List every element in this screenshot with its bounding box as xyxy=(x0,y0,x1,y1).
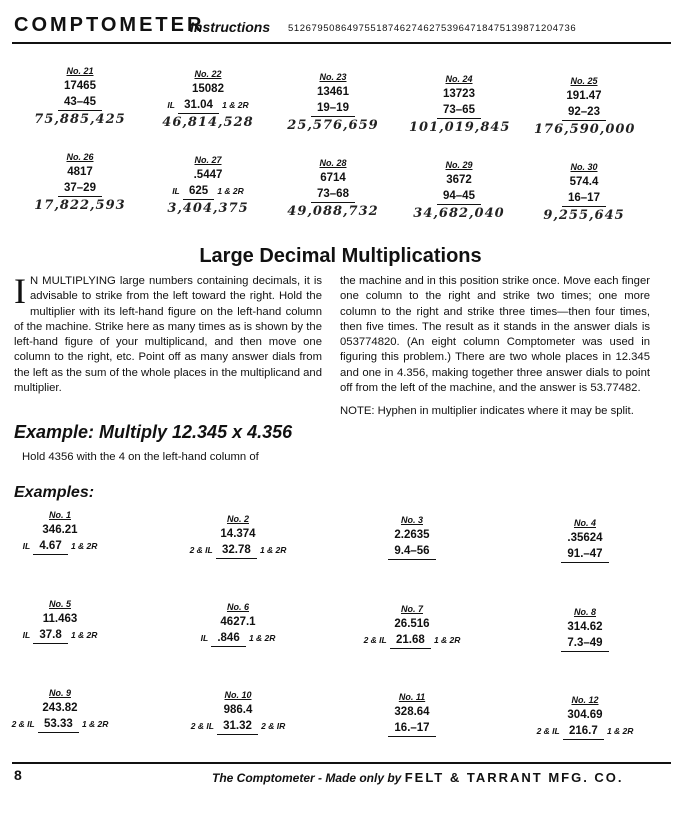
multiplier: 16.–17 xyxy=(388,720,435,737)
examples-problem xyxy=(188,602,288,647)
practice-problem xyxy=(158,155,258,216)
split-left: 2 & IL xyxy=(11,719,35,729)
split-right: 1 & 2R xyxy=(433,635,461,645)
problem-number: No. 24 xyxy=(445,74,473,84)
multiplicand: 191.47 xyxy=(566,90,602,102)
handwritten-answer: 34,682,040 xyxy=(413,206,505,221)
multiplier: .846 xyxy=(211,630,245,647)
practice-problem xyxy=(283,158,383,219)
multiplier: 7.3–49 xyxy=(561,635,608,652)
split-right: 1 & 2R xyxy=(217,186,244,196)
multiplicand: .5447 xyxy=(193,169,223,181)
multiplicand: 14.374 xyxy=(220,528,256,540)
multiplier: 37.8 xyxy=(33,627,67,644)
problem-number: No. 23 xyxy=(319,72,347,82)
practice-problem xyxy=(534,162,634,223)
multiplicand: 304.69 xyxy=(567,709,603,721)
examples-problem xyxy=(535,518,635,563)
body-right-column xyxy=(340,274,650,420)
split-right: 1 & 2R xyxy=(81,719,109,729)
multiplier: 73–65 xyxy=(437,102,481,119)
split-left: 2 & IL xyxy=(189,545,213,555)
multiplier: 216.7 xyxy=(563,723,604,740)
split-right: 1 & 2R xyxy=(259,545,287,555)
practice-problem xyxy=(30,152,130,213)
split-right: 1 & 2R xyxy=(70,630,98,640)
multiplicand: 986.4 xyxy=(223,704,253,716)
problem-number: No. 27 xyxy=(194,155,222,165)
handwritten-answer: 49,088,732 xyxy=(287,204,379,219)
split-left: IL xyxy=(172,186,180,196)
split-left: IL xyxy=(167,100,175,110)
problem-number: No. 9 xyxy=(48,688,71,698)
multiplier: 31.04 xyxy=(178,97,219,114)
multiplier: 4.67 xyxy=(33,538,67,555)
practice-problem xyxy=(283,72,383,133)
examples-problem xyxy=(188,690,288,735)
multiplier: 73–68 xyxy=(311,186,355,203)
problem-number: No. 1 xyxy=(48,510,71,520)
examples-problem xyxy=(362,692,462,737)
section-label: Instructions xyxy=(190,19,271,35)
multiplicand: 13461 xyxy=(317,86,349,98)
multiplicand: 314.62 xyxy=(567,621,603,633)
multiplier: 32.78 xyxy=(216,542,257,559)
split-left: 2 & IL xyxy=(190,721,214,731)
multiplier: 19–19 xyxy=(311,100,355,117)
split-right: 2 & IR xyxy=(261,721,286,731)
multiplicand: 13723 xyxy=(443,88,475,100)
multiplier: 625 xyxy=(183,183,214,200)
multiplicand: 4817 xyxy=(67,166,93,178)
multiplier: 92–23 xyxy=(562,104,606,121)
practice-problem xyxy=(30,66,130,127)
multiplicand: 26.516 xyxy=(394,618,430,630)
handwritten-answer: 176,590,000 xyxy=(534,122,636,137)
multiplier: 37–29 xyxy=(58,180,102,197)
split-left: IL xyxy=(200,633,209,643)
multiplicand: 11.463 xyxy=(42,613,78,625)
split-right: 1 & 2R xyxy=(222,100,249,110)
multiplier: 91.–47 xyxy=(561,546,608,563)
handwritten-answer: 46,814,528 xyxy=(162,115,254,130)
problem-number: No. 21 xyxy=(66,66,94,76)
examples-problem xyxy=(535,695,635,740)
multiplicand: 17465 xyxy=(64,80,96,92)
split-right: 1 & 2R xyxy=(70,541,98,551)
handwritten-answer: 3,404,375 xyxy=(167,201,249,216)
problem-number: No. 28 xyxy=(319,158,347,168)
problem-number: No. 10 xyxy=(224,690,252,700)
problem-number: No. 7 xyxy=(400,604,423,614)
examples-problem xyxy=(10,510,110,555)
problem-number: No. 25 xyxy=(570,76,598,86)
problem-number: No. 26 xyxy=(66,152,94,162)
split-left: IL xyxy=(22,541,31,551)
problem-number: No. 2 xyxy=(226,514,249,524)
multiplier: 94–45 xyxy=(437,188,481,205)
examples-heading: Examples: xyxy=(14,484,95,501)
footer-company: FELT & TARRANT MFG. CO. xyxy=(404,770,624,785)
split-right: 1 & 2R xyxy=(606,726,634,736)
drop-cap: I xyxy=(14,271,26,311)
problem-number: No. 12 xyxy=(571,695,599,705)
examples-problem xyxy=(188,514,288,559)
problem-number: No. 8 xyxy=(573,607,596,617)
example-heading: Example: Multiply 12.345 x 4.356 xyxy=(14,422,293,442)
handwritten-answer: 75,885,425 xyxy=(34,112,126,127)
header-rule xyxy=(12,42,671,44)
handwritten-answer: 9,255,645 xyxy=(543,208,625,223)
footer-text xyxy=(212,770,624,785)
multiplicand: 2.2635 xyxy=(394,529,430,541)
multiplicand: 346.21 xyxy=(42,524,78,536)
practice-problem xyxy=(534,76,634,137)
split-right: 1 & 2R xyxy=(248,633,276,643)
body-left-column xyxy=(14,271,322,396)
header-digits: 5126795086497551874627462753964718475139871204736 xyxy=(288,23,577,34)
split-left: 2 & IL xyxy=(536,726,560,736)
example-hold-text: Hold 4356 with the 4 on the left-hand column of xyxy=(22,451,259,463)
examples-problem xyxy=(10,688,110,733)
examples-problem xyxy=(10,599,110,644)
multiplier: 31.32 xyxy=(217,718,258,735)
multiplicand: .35624 xyxy=(567,532,603,544)
problem-number: No. 30 xyxy=(570,162,598,172)
multiplicand: 4627.1 xyxy=(220,616,256,628)
body-left-text: N MULTIPLYING large numbers containing decimals, it is advisable to strike from the left toward the right. Hold the multiplier with its left-hand figure on the left-hand column of the machine. Strike here as many times as is shown by the left-hand figure of your multiplicand, and then move one column to the right, etc. Point off as many answer dials from the left as the sum of the whole places in the multiplicand and multiplier. xyxy=(14,275,322,395)
footer-rule xyxy=(12,762,671,764)
multiplier: 21.68 xyxy=(390,632,431,649)
handwritten-answer: 101,019,845 xyxy=(409,120,511,135)
problem-number: No. 4 xyxy=(573,518,596,528)
multiplicand: 6714 xyxy=(320,172,346,184)
problem-number: No. 22 xyxy=(194,69,222,79)
brand-title: COMPTOMETER xyxy=(14,14,205,36)
multiplier: 16–17 xyxy=(562,190,606,207)
multiplicand: 15082 xyxy=(192,83,224,95)
problem-number: No. 29 xyxy=(445,160,473,170)
problem-number: No. 6 xyxy=(226,602,249,612)
practice-problem xyxy=(158,69,258,130)
practice-problem xyxy=(409,74,509,135)
problem-number: No. 3 xyxy=(400,515,423,525)
problem-number: No. 5 xyxy=(48,599,71,609)
multiplicand: 243.82 xyxy=(42,702,78,714)
examples-problem xyxy=(362,604,462,649)
note-text: NOTE: Hyphen in multiplier indicates where it may be split. xyxy=(340,405,634,418)
split-left: 2 & IL xyxy=(363,635,387,645)
examples-problem xyxy=(362,515,462,560)
multiplier: 53.33 xyxy=(38,716,79,733)
body-right-text: the machine and in this position strike once. Move each finger one column to the right and strike two times; one more column to the right and strike three times—then four times, then five times. The result as it stands in the answer dials is 053774820. (An eight column Comptometer was used in figuring this problem.) There are two whole places in 12.345 and one in 4.356, making together three answer dials to point off from the left of the machine, and the answer is 53.77482. xyxy=(340,275,650,395)
page-number: 8 xyxy=(14,767,22,783)
handwritten-answer: 25,576,659 xyxy=(287,118,379,133)
multiplier: 43–45 xyxy=(58,94,102,111)
footer-prefix: The Comptometer - Made only by xyxy=(212,771,402,785)
problem-number: No. 11 xyxy=(398,692,426,702)
practice-problem xyxy=(409,160,509,221)
multiplicand: 574.4 xyxy=(569,176,599,188)
multiplicand: 3672 xyxy=(446,174,472,186)
split-left: IL xyxy=(22,630,31,640)
handwritten-answer: 17,822,593 xyxy=(34,198,126,213)
multiplicand: 328.64 xyxy=(394,706,430,718)
multiplier: 9.4–56 xyxy=(388,543,435,560)
examples-problem xyxy=(535,607,635,652)
page-title: Large Decimal Multiplications xyxy=(199,245,482,267)
